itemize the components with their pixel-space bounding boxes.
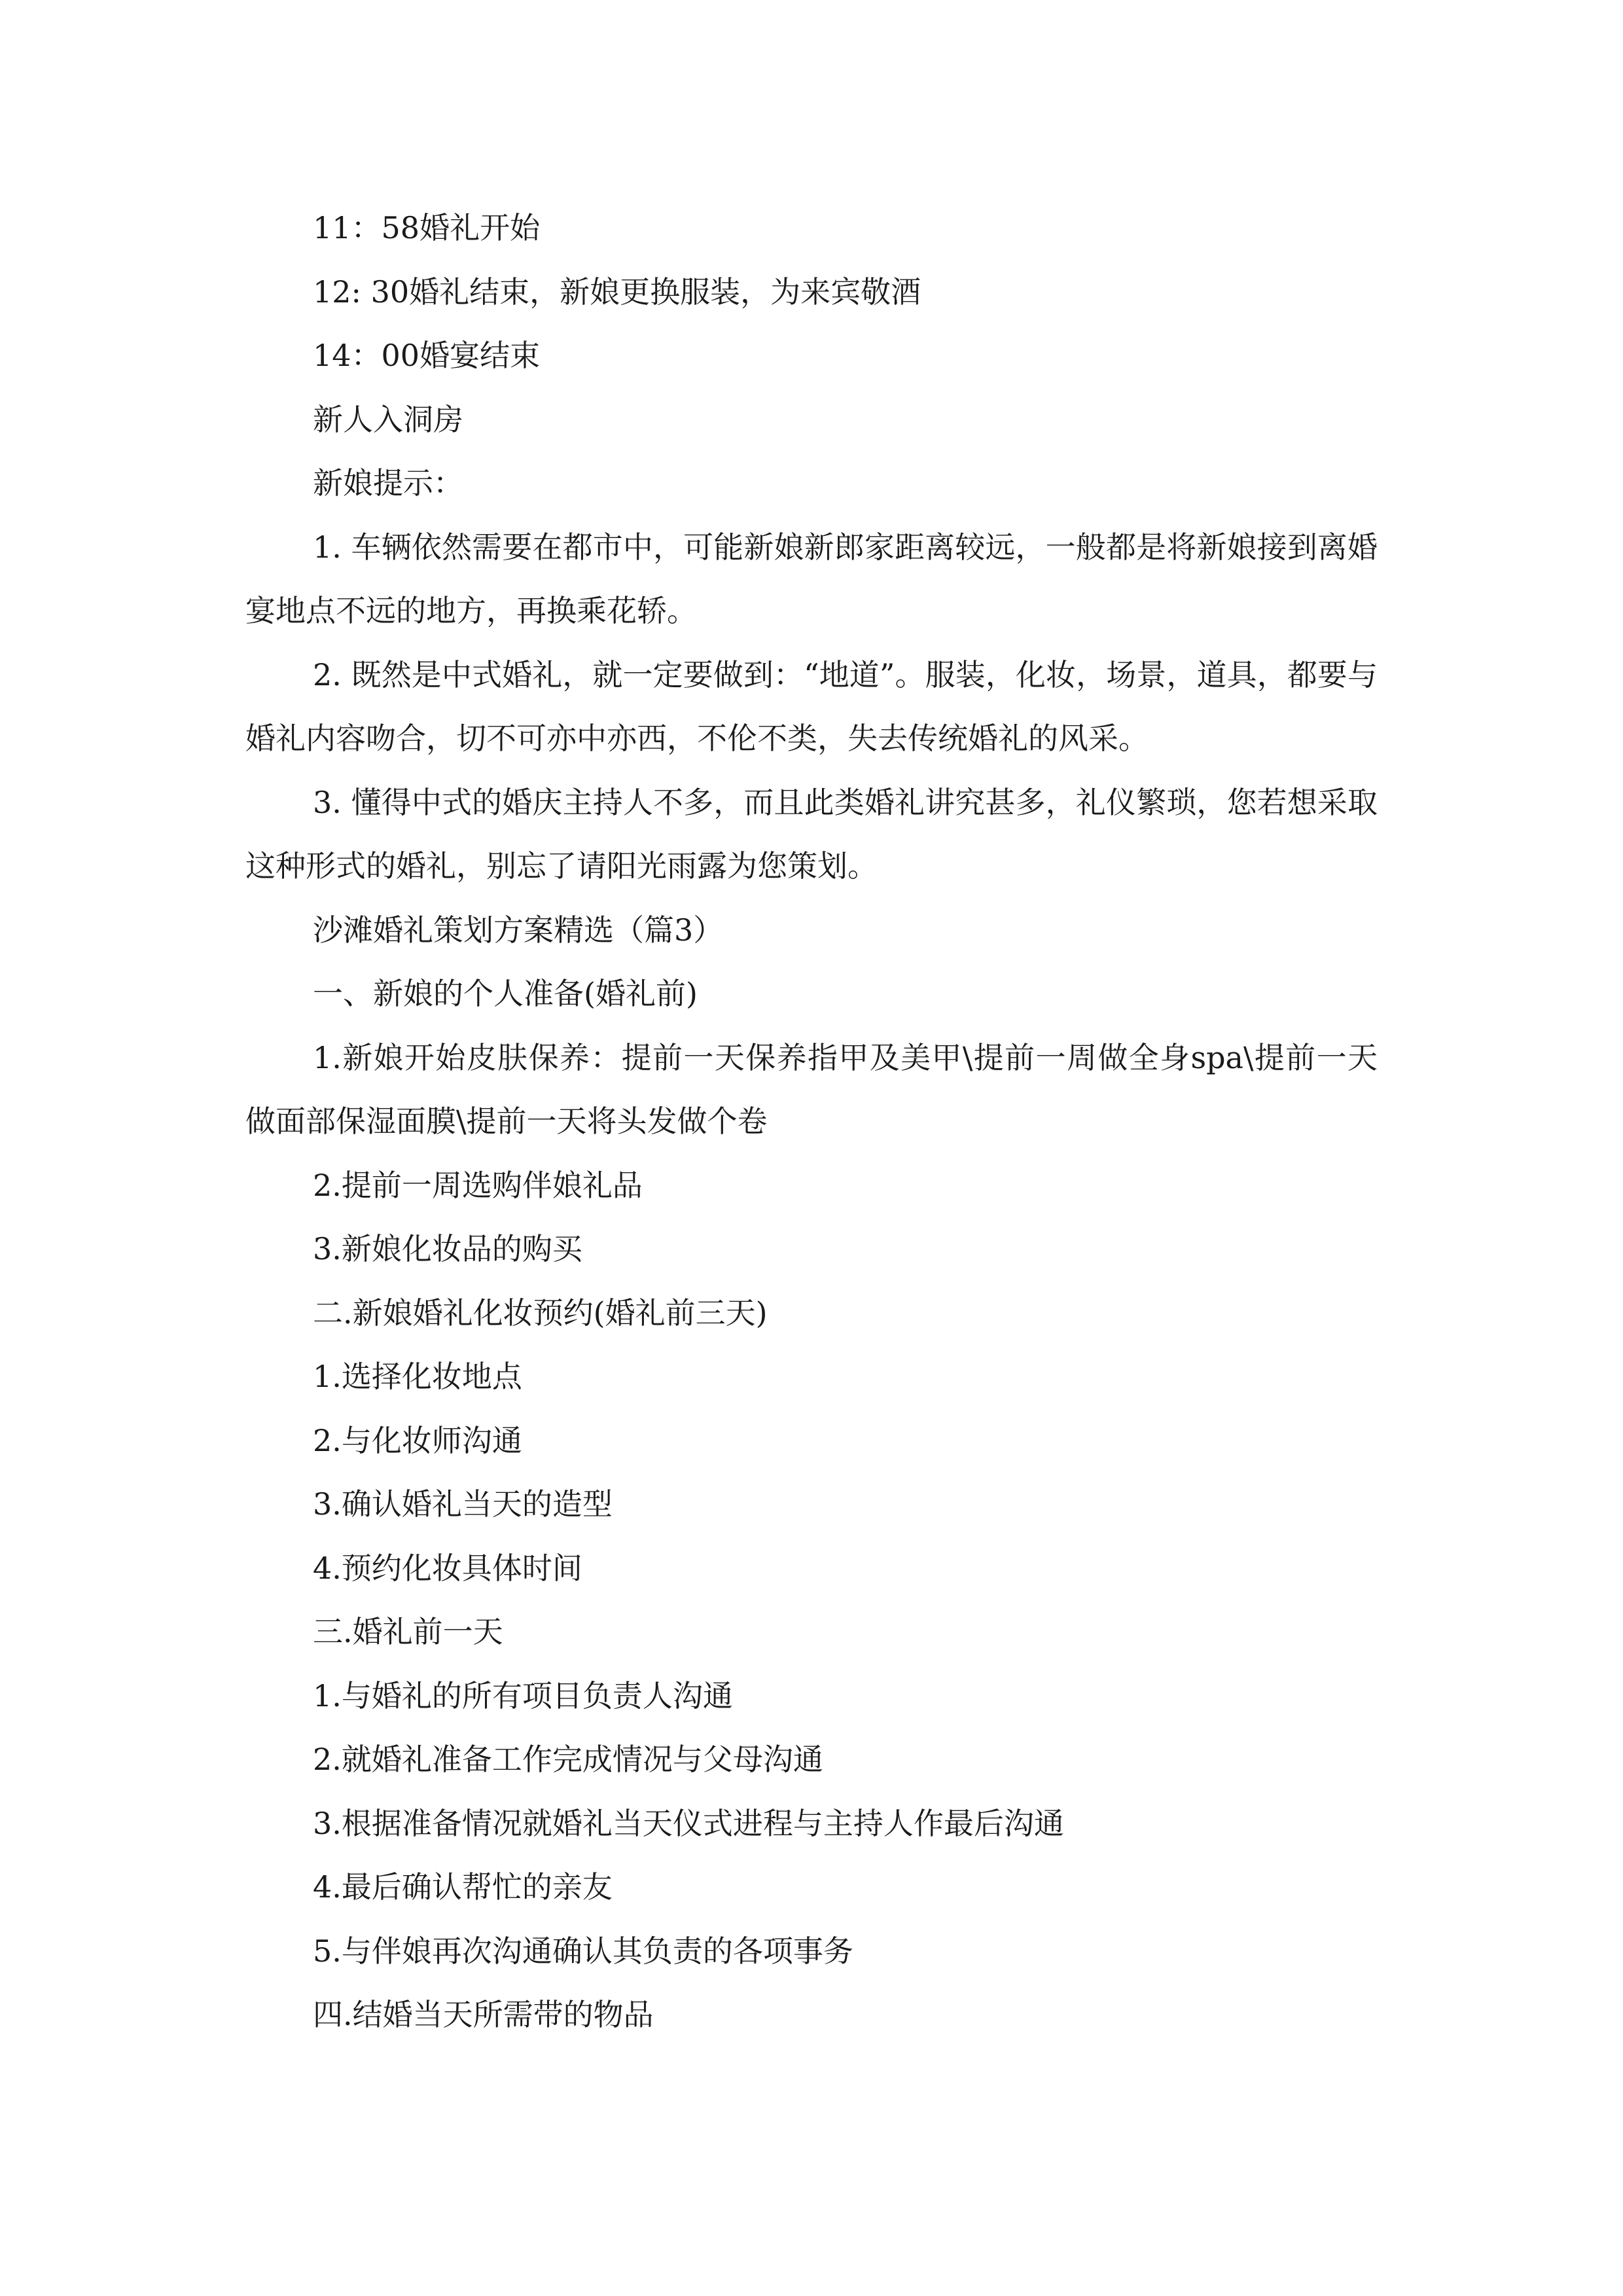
heading-day-before: 三.婚礼前一天 bbox=[313, 1614, 503, 1649]
heading-makeup-booking: 二.新娘婚礼化妆预约(婚礼前三天) bbox=[313, 1295, 768, 1331]
bride-tips-heading: 新娘提示： bbox=[313, 465, 463, 501]
list-item-cosmetics: 3.新娘化妆品的购买 bbox=[313, 1231, 582, 1266]
heading-wedding-day-items: 四.结婚当天所需带的物品 bbox=[313, 1997, 654, 2032]
list-item-host: 3.根据准备情况就婚礼当天仪式进程与主持人作最后沟通 bbox=[313, 1805, 1064, 1841]
document-body bbox=[245, 196, 1378, 2047]
bride-tip-2: 2. 既然是中式婚礼，就一定要做到：“地道”。服装，化妆，场景，道具，都要与婚礼内容吻合，切不可亦中亦西，不伦不类，失去传统婚礼的风采。 bbox=[245, 656, 1378, 756]
list-item-confirm-look: 3.确认婚礼当天的造型 bbox=[313, 1486, 613, 1522]
list-item-helpers: 4.最后确认帮忙的亲友 bbox=[313, 1869, 613, 1905]
bride-tip-3: 3. 懂得中式的婚庆主持人不多，而且此类婚礼讲究甚多，礼仪繁琐，您若想采取这种形式的婚礼，别忘了请阳光雨露为您策划。 bbox=[245, 784, 1378, 884]
list-item-makeup-artist: 2.与化妆师沟通 bbox=[313, 1422, 522, 1458]
schedule-line-1400: 14：00婚宴结束 bbox=[313, 338, 541, 373]
list-item-bridesmaid-gifts: 2.提前一周选购伴娘礼品 bbox=[313, 1167, 643, 1203]
bride-tip-1: 1. 车辆依然需要在都市中，可能新娘新郎家距离较远，一般都是将新娘接到离婚宴地点不远的地方，再换乘花轿。 bbox=[245, 529, 1378, 628]
list-item-skin-care: 1.新娘开始皮肤保养：提前一天保养指甲及美甲\提前一周做全身spa\提前一天做面部保湿面膜\提前一天将头发做个卷 bbox=[245, 1039, 1378, 1139]
section-title-part-3: 沙滩婚礼策划方案精选（篇3） bbox=[313, 912, 724, 948]
list-item-makeup-location: 1.选择化妆地点 bbox=[313, 1359, 522, 1394]
schedule-line-1158: 11：58婚礼开始 bbox=[313, 210, 541, 245]
list-item-bridesmaid: 5.与伴娘再次沟通确认其负责的各项事务 bbox=[313, 1933, 853, 1969]
list-item-makeup-time: 4.预约化妆具体时间 bbox=[313, 1550, 582, 1586]
list-item-parents: 2.就婚礼准备工作完成情况与父母沟通 bbox=[313, 1742, 823, 1777]
list-item-contact-leads: 1.与婚礼的所有项目负责人沟通 bbox=[313, 1677, 733, 1713]
schedule-line-bridal-chamber: 新人入洞房 bbox=[313, 401, 463, 437]
heading-personal-preparation: 一、新娘的个人准备(婚礼前) bbox=[313, 976, 698, 1011]
schedule-line-1230: 12: 30婚礼结束，新娘更换服装，为来宾敬酒 bbox=[313, 274, 921, 310]
